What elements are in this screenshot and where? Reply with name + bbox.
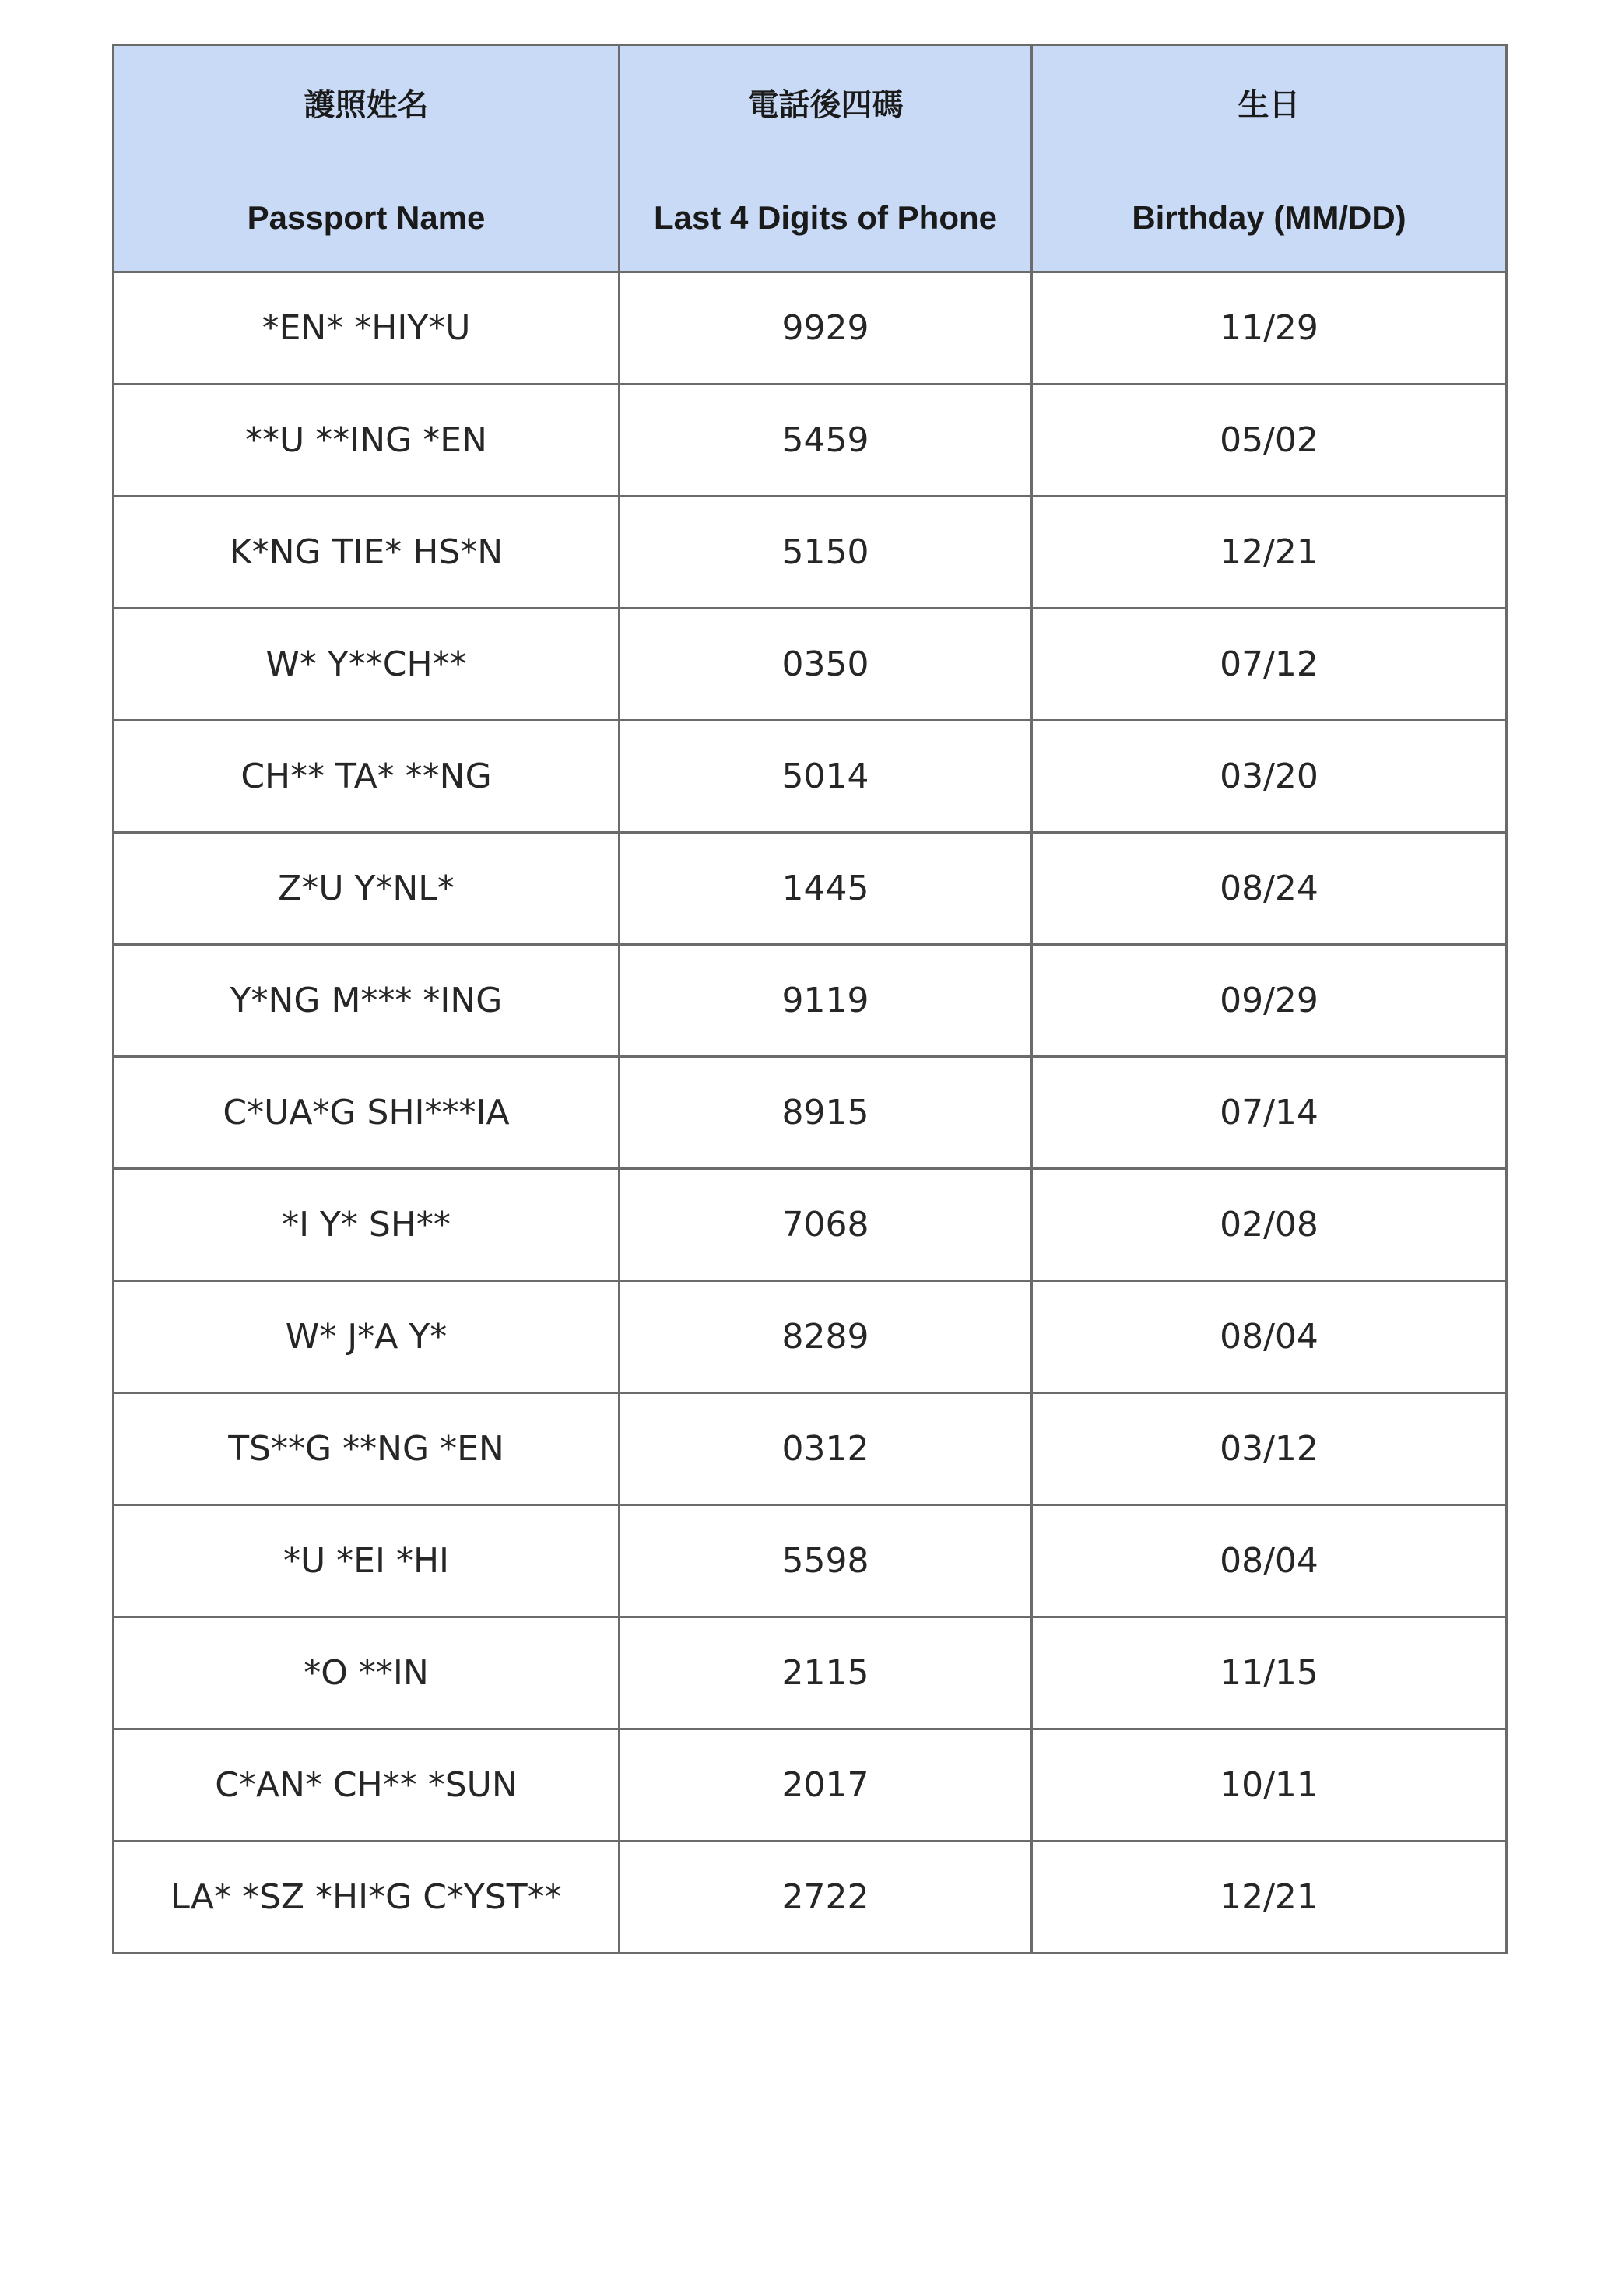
birthday-cell: 11/15: [1032, 1617, 1507, 1729]
passport-name-cell: Y*NG M*** *ING: [114, 945, 620, 1057]
phone-digits-cell: 5150: [620, 497, 1032, 609]
passport-name-cell: Z*U Y*NL*: [114, 833, 620, 945]
birthday-cell: 03/20: [1032, 721, 1507, 833]
phone-digits-cell: 1445: [620, 833, 1032, 945]
header-phone-digits: [620, 45, 1032, 272]
birthday-cell: 02/08: [1032, 1169, 1507, 1281]
birthday-cell: 11/29: [1032, 272, 1507, 384]
passport-name-cell: TS**G **NG *EN: [114, 1393, 620, 1505]
passport-name-cell: W* J*A Y*: [114, 1281, 620, 1393]
header-birthday: [1032, 45, 1507, 272]
birthday-cell: 10/11: [1032, 1729, 1507, 1841]
table-row: [114, 609, 1507, 721]
passport-name-cell: CH** TA* **NG: [114, 721, 620, 833]
header-phone-digits-en: Last 4 Digits of Phone: [653, 199, 998, 236]
phone-digits-cell: 5598: [620, 1505, 1032, 1617]
passport-name-cell: W* Y**CH**: [114, 609, 620, 721]
table-row: [114, 833, 1507, 945]
table-row: [114, 272, 1507, 384]
phone-digits-cell: 2115: [620, 1617, 1032, 1729]
table-row: [114, 1393, 1507, 1505]
passport-name-cell: C*AN* CH** *SUN: [114, 1729, 620, 1841]
birthday-cell: 08/24: [1032, 833, 1507, 945]
header-passport-name-en: Passport Name: [247, 199, 486, 236]
birthday-cell: 12/21: [1032, 1841, 1507, 1954]
table-row: [114, 384, 1507, 497]
header-passport-name: [114, 45, 620, 272]
header-passport-name-zh: 護照姓名: [304, 87, 429, 123]
birthday-cell: 07/12: [1032, 609, 1507, 721]
header-phone-digits-zh: 電話後四碼: [747, 87, 904, 123]
table-header: [114, 45, 1507, 272]
phone-digits-cell: 0350: [620, 609, 1032, 721]
passport-name-cell: K*NG TIE* HS*N: [114, 497, 620, 609]
passport-name-cell: *EN* *HIY*U: [114, 272, 620, 384]
header-birthday-zh: 生日: [1238, 87, 1301, 123]
passport-name-cell: *I Y* SH**: [114, 1169, 620, 1281]
table-row: [114, 721, 1507, 833]
birthday-cell: 05/02: [1032, 384, 1507, 497]
phone-digits-cell: 7068: [620, 1169, 1032, 1281]
birthday-cell: 09/29: [1032, 945, 1507, 1057]
phone-digits-cell: 8915: [620, 1057, 1032, 1169]
table-body: [114, 272, 1507, 1954]
phone-digits-cell: 2722: [620, 1841, 1032, 1954]
passport-name-cell: LA* *SZ *HI*G C*YST**: [114, 1841, 620, 1954]
phone-digits-cell: 2017: [620, 1729, 1032, 1841]
table-row: [114, 1841, 1507, 1954]
phone-digits-cell: 5014: [620, 721, 1032, 833]
birthday-cell: 08/04: [1032, 1505, 1507, 1617]
table-row: [114, 1057, 1507, 1169]
table-row: [114, 497, 1507, 609]
header-birthday-en: Birthday (MM/DD): [1132, 199, 1406, 236]
table-row: [114, 1281, 1507, 1393]
birthday-cell: 08/04: [1032, 1281, 1507, 1393]
table-row: [114, 1729, 1507, 1841]
passport-name-cell: **U **ING *EN: [114, 384, 620, 497]
header-row: [114, 45, 1507, 272]
passenger-table: [112, 44, 1508, 1954]
birthday-cell: 07/14: [1032, 1057, 1507, 1169]
phone-digits-cell: 8289: [620, 1281, 1032, 1393]
birthday-cell: 12/21: [1032, 497, 1507, 609]
phone-digits-cell: 9119: [620, 945, 1032, 1057]
table-row: [114, 945, 1507, 1057]
passport-name-cell: *O **IN: [114, 1617, 620, 1729]
passport-name-cell: *U *EI *HI: [114, 1505, 620, 1617]
table-row: [114, 1505, 1507, 1617]
phone-digits-cell: 9929: [620, 272, 1032, 384]
table-row: [114, 1617, 1507, 1729]
phone-digits-cell: 0312: [620, 1393, 1032, 1505]
table-row: [114, 1169, 1507, 1281]
birthday-cell: 03/12: [1032, 1393, 1507, 1505]
passport-name-cell: C*UA*G SHI***IA: [114, 1057, 620, 1169]
phone-digits-cell: 5459: [620, 384, 1032, 497]
